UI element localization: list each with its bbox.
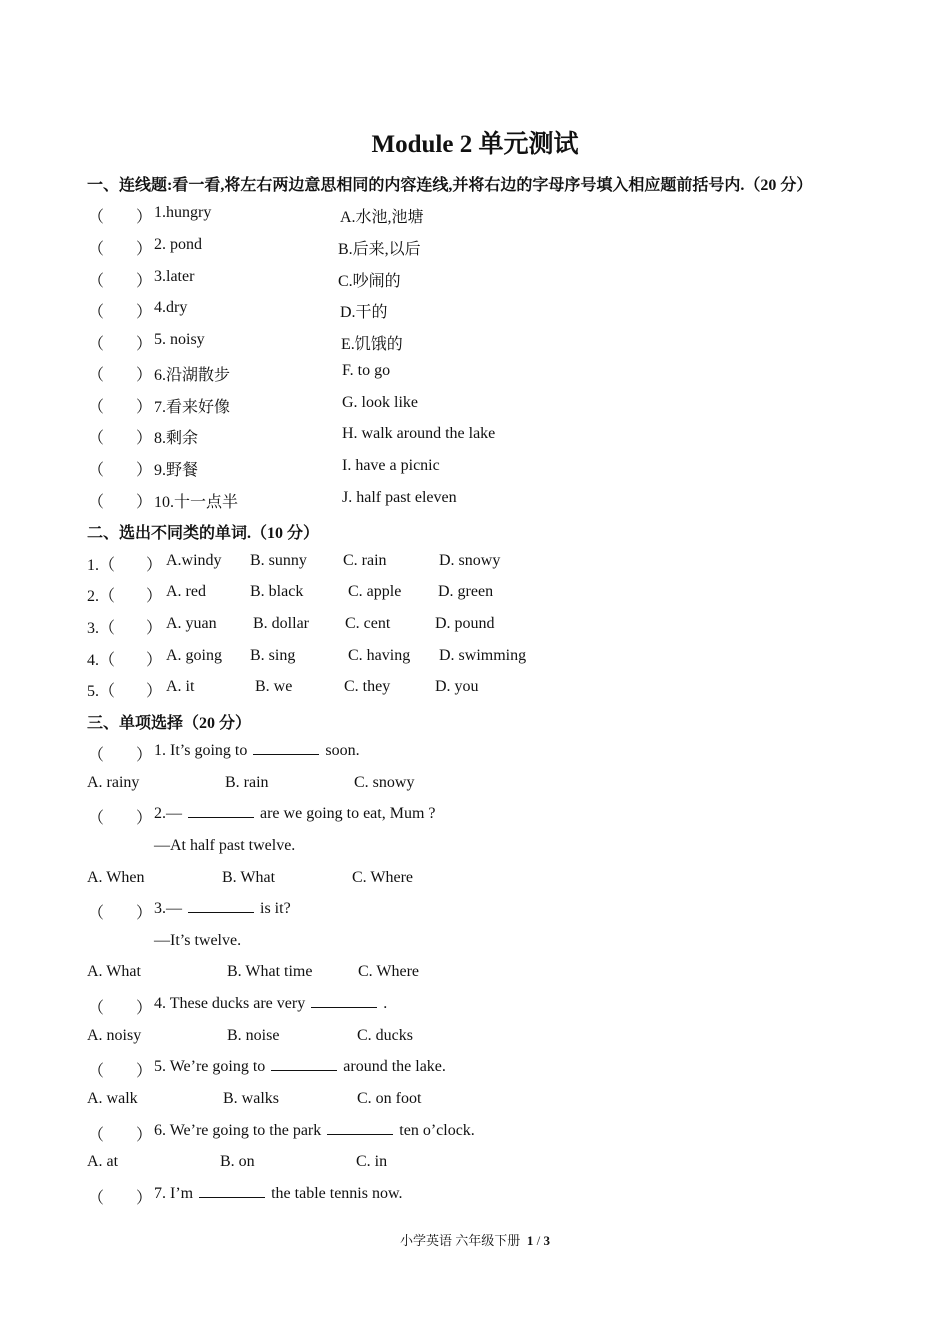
option-a: A. rainy: [87, 774, 140, 791]
option-b: B. on: [220, 1153, 255, 1170]
match-left-item: 1.hungry: [154, 204, 212, 221]
match-right-item: E.饥饿的: [341, 336, 403, 353]
answer-bracket-close: ）: [146, 620, 163, 637]
stem-text: 4. These ducks are very: [154, 995, 306, 1012]
match-left-item: 5. noisy: [154, 331, 205, 348]
stem-text: 3.—: [154, 900, 182, 917]
match-right-item: F. to go: [342, 362, 391, 379]
option-a: A. going: [166, 647, 222, 664]
question-stem: [154, 1185, 402, 1203]
option-a: A. yuan: [166, 615, 217, 632]
option-b: B. black: [250, 583, 304, 600]
match-left-item: 3.later: [154, 268, 195, 285]
option-a: A. What: [87, 963, 141, 980]
option-a: A. it: [166, 678, 195, 695]
option-c: C. cent: [345, 615, 391, 632]
option-c: C. apple: [348, 583, 402, 600]
footer-total: 3: [543, 1233, 550, 1248]
stem-text: ten o’clock.: [399, 1122, 475, 1139]
match-right-item: D.干的: [340, 304, 388, 321]
match-left-item: 4.dry: [154, 299, 188, 316]
answer-bracket[interactable]: （ ）: [88, 1000, 153, 1017]
option-b: B. dollar: [253, 615, 309, 632]
stem-text: 5. We’re going to: [154, 1058, 266, 1075]
section-2-heading: 二、选出不同类的单词.（10 分）: [87, 525, 320, 542]
page-title: Module 2 单元测试: [371, 131, 579, 158]
answer-blank[interactable]: [188, 900, 254, 913]
option-c: C. on foot: [357, 1090, 422, 1107]
match-left-item: 7.看来好像: [154, 399, 231, 416]
footer-sep: /: [533, 1233, 544, 1248]
stem-text: 7. I’m: [154, 1185, 194, 1202]
answer-bracket[interactable]: （ ）: [88, 273, 153, 290]
match-right-item: H. walk around the lake: [342, 425, 496, 442]
answer-bracket[interactable]: （ ）: [88, 209, 153, 226]
question-number[interactable]: 4.（: [87, 652, 116, 669]
stem-text: around the lake.: [343, 1058, 446, 1075]
option-c: C. snowy: [354, 774, 415, 791]
option-a: A. red: [166, 583, 206, 600]
option-b: B. we: [255, 678, 293, 695]
stem-text: the table tennis now.: [271, 1185, 403, 1202]
stem-text: 1. It’s going to: [154, 742, 248, 759]
answer-bracket[interactable]: （ ）: [88, 367, 153, 384]
question-stem: [154, 742, 360, 760]
match-left-item: 6.沿湖散步: [154, 367, 231, 384]
question-stem: [154, 1122, 475, 1140]
answer-bracket-close: ）: [146, 652, 163, 669]
option-c: C. in: [356, 1153, 388, 1170]
answer-bracket[interactable]: （ ）: [88, 430, 153, 447]
answer-bracket[interactable]: （ ）: [88, 494, 153, 511]
match-right-item: C.吵闹的: [338, 273, 401, 290]
option-b: B. noise: [227, 1027, 280, 1044]
question-number[interactable]: 1.（: [87, 557, 116, 574]
stem-text: .: [383, 995, 388, 1012]
option-a: A. When: [87, 869, 145, 886]
answer-bracket-close: ）: [146, 557, 163, 574]
answer-bracket[interactable]: （ ）: [88, 905, 153, 922]
answer-bracket[interactable]: （ ）: [88, 399, 153, 416]
section-3-heading: 三、单项选择（20 分）: [87, 715, 252, 732]
match-right-item: J. half past eleven: [342, 489, 457, 506]
answer-bracket[interactable]: （ ）: [88, 747, 153, 764]
stem-text: 6. We’re going to the park: [154, 1122, 322, 1139]
question-stem: [154, 995, 387, 1013]
option-d: D. pound: [435, 615, 495, 632]
footer-page: 1: [526, 1233, 534, 1248]
match-right-item: I. have a picnic: [342, 457, 440, 474]
option-b: B. What: [222, 869, 276, 886]
dialog-reply: —It’s twelve.: [154, 932, 242, 949]
stem-text: is it?: [260, 900, 291, 917]
answer-bracket-close: ）: [146, 588, 163, 605]
match-right-item: A.水池,池塘: [340, 209, 424, 226]
stem-text: soon.: [325, 742, 360, 759]
option-c: C. having: [348, 647, 411, 664]
match-right-item: G. look like: [342, 394, 418, 411]
option-c: C. ducks: [357, 1027, 413, 1044]
option-c: C. rain: [343, 552, 387, 569]
option-c: C. Where: [358, 963, 420, 980]
answer-blank[interactable]: [253, 742, 319, 755]
page-footer: [0, 1230, 950, 1249]
answer-blank[interactable]: [311, 995, 377, 1008]
question-stem: [154, 1058, 446, 1076]
option-a: A. walk: [87, 1090, 138, 1107]
match-left-item: 9.野餐: [154, 462, 199, 479]
answer-blank[interactable]: [327, 1122, 393, 1135]
question-stem: [154, 805, 436, 823]
answer-bracket[interactable]: （ ）: [88, 1127, 153, 1144]
match-left-item: 10.十一点半: [154, 494, 239, 511]
option-d: D. green: [438, 583, 494, 600]
footer-text: 小学英语 六年级下册: [400, 1233, 521, 1248]
answer-blank[interactable]: [271, 1058, 337, 1071]
answer-blank[interactable]: [199, 1185, 265, 1198]
option-b: B. sunny: [250, 552, 307, 569]
option-b: B. rain: [225, 774, 269, 791]
answer-bracket[interactable]: （ ）: [88, 304, 153, 321]
answer-blank[interactable]: [188, 805, 254, 818]
option-d: D. snowy: [439, 552, 501, 569]
answer-bracket[interactable]: （ ）: [88, 1063, 153, 1080]
option-b: B. sing: [250, 647, 296, 664]
question-number[interactable]: 5.（: [87, 683, 116, 700]
answer-bracket-close: ）: [146, 683, 163, 700]
option-a: A. at: [87, 1153, 119, 1170]
option-d: D. you: [435, 678, 479, 695]
option-b: B. What time: [227, 963, 313, 980]
match-right-item: B.后来,以后: [338, 241, 421, 258]
option-a: A. noisy: [87, 1027, 142, 1044]
match-left-item: 2. pond: [154, 236, 202, 253]
answer-bracket[interactable]: （ ）: [88, 1190, 153, 1207]
match-left-item: 8.剩余: [154, 430, 199, 447]
question-number[interactable]: 2.（: [87, 588, 116, 605]
answer-bracket[interactable]: （ ）: [88, 241, 153, 258]
option-c: C. they: [344, 678, 391, 695]
answer-bracket[interactable]: （ ）: [88, 336, 153, 353]
section-1-heading: 一、连线题:看一看,将左右两边意思相同的内容连线,并将右边的字母序号填入相应题前括号内.（20 分）: [87, 177, 813, 194]
answer-bracket[interactable]: （ ）: [88, 810, 153, 827]
option-a: A.windy: [166, 552, 222, 569]
question-stem: [154, 900, 291, 918]
option-c: C. Where: [352, 869, 414, 886]
question-number[interactable]: 3.（: [87, 620, 116, 637]
stem-text: 2.—: [154, 805, 182, 822]
answer-bracket[interactable]: （ ）: [88, 462, 153, 479]
option-b: B. walks: [223, 1090, 279, 1107]
stem-text: are we going to eat, Mum ?: [260, 805, 436, 822]
option-d: D. swimming: [439, 647, 527, 664]
dialog-reply: —At half past twelve.: [154, 837, 296, 854]
